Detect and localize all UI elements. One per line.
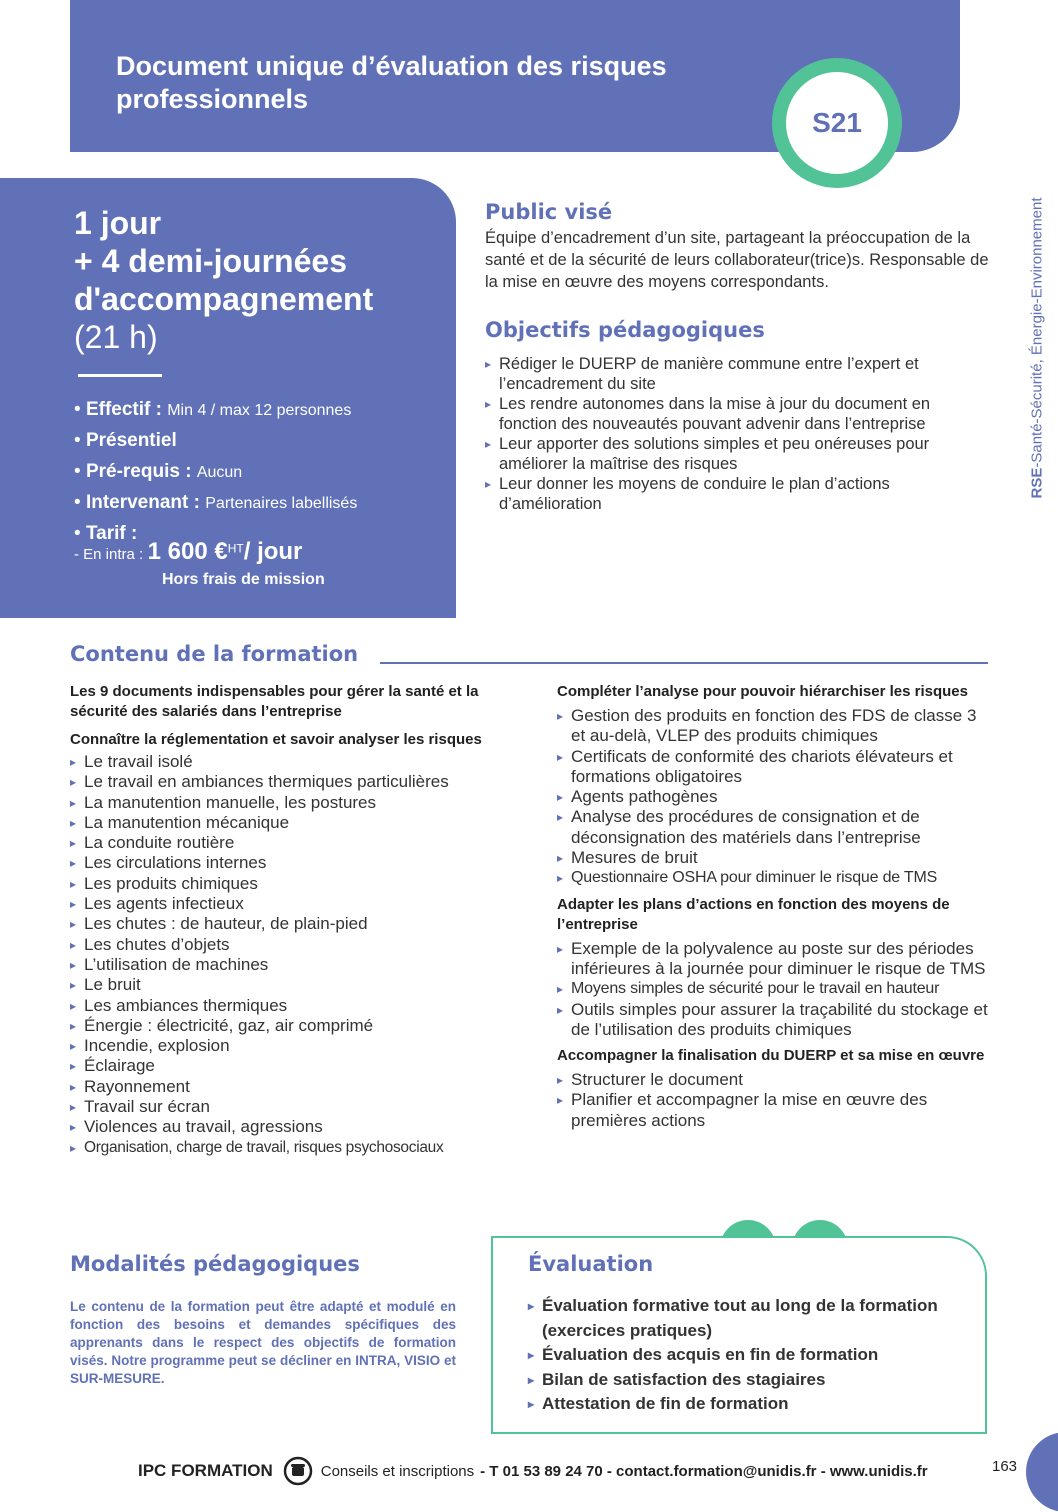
list-item: ▸ Outils simples pour assurer la traçabilité du stockage et de l’utilisation des produits chimiques: [557, 1000, 989, 1041]
public-text: Équipe d’encadrement d’un site, partageant la préoccupation de la santé et de la sécurité de leurs collaborateur(trice)s. Responsable de la mise en œuvre des moyens correspondants.: [485, 229, 989, 291]
list-item: ▸ Les produits chimiques: [70, 874, 500, 894]
course-code-badge: [772, 58, 902, 188]
phone-logo-icon: [283, 1456, 313, 1486]
fact-intervenant: • Intervenant : Partenaires labellisés: [74, 492, 358, 513]
list-item: ▸ Attestation de fin de formation: [528, 1392, 968, 1417]
evaluation-list: [528, 1294, 968, 1417]
price-note: Hors frais de mission: [162, 571, 325, 588]
footer-contact: - T 01 53 89 24 70 - contact.formation@unidis.fr - www.unidis.fr: [480, 1462, 928, 1480]
list-item: ▸ Bilan de satisfaction des stagiaires: [528, 1368, 968, 1393]
list-item: ▸ Organisation, charge de travail, risques psychosociaux: [70, 1138, 500, 1158]
list-item: ▸ Incendie, explosion: [70, 1036, 500, 1056]
list-item: ▸ Les agents infectieux: [70, 894, 500, 914]
facts-list: [74, 394, 357, 549]
contenu-left-heading-1: Les 9 documents indispensables pour gérer la santé et la sécurité des salariés dans l’entreprise: [70, 683, 479, 720]
contenu-right-list-1: [557, 706, 989, 889]
list-item: ▸ Certificats de conformité des chariots élévateurs et formations obligatoires: [557, 747, 989, 788]
list-item: ▸ Gestion des produits en fonction des FDS de classe 3 et au-delà, VLEP des produits chimiques: [557, 706, 989, 747]
footer-label: Conseils et inscriptions: [320, 1462, 475, 1480]
list-item: ▸ Mesures de bruit: [557, 848, 989, 868]
public-title: Public visé: [485, 200, 613, 224]
page-number: 163: [992, 1458, 1018, 1475]
footer-brand: IPC FORMATION: [138, 1461, 273, 1480]
modalites-text: Le contenu de la formation peut être adapté et modulé en fonction des besoins et demandes spécifiques des apprenants dans le respect des objectifs de formation visés. Notre programme peut se décliner en INTRA, VISIO et SUR-MESURE.: [70, 1299, 456, 1386]
list-item: ▸ L’utilisation de machines: [70, 955, 500, 975]
contenu-left-list: [70, 752, 500, 1158]
objectifs-list: [485, 354, 990, 514]
contenu-divider: [380, 662, 988, 664]
side-category-rest: -Santé-Sécurité, Énergie-Environnement: [1028, 197, 1046, 468]
list-item: ▸ Le travail isolé: [70, 752, 500, 772]
list-item: ▸ Rédiger le DUERP de manière commune entre l’expert et l’encadrement du site: [485, 354, 990, 394]
objectifs-section: [485, 318, 990, 514]
side-category: [1022, 150, 1052, 545]
list-item: ▸ Les rendre autonomes dans la mise à jour du document en fonction des nouveautés pouvant advenir dans l’entreprise: [485, 394, 990, 434]
price-amount: 1 600 €: [147, 538, 228, 565]
contenu-right-column: [557, 682, 989, 1131]
contenu-right-heading-3: Accompagner la finalisation du DUERP et sa mise en œuvre: [557, 1047, 985, 1065]
fact-presentiel: • Présentiel: [74, 430, 177, 451]
duration-line-3: d'accompagnement: [74, 281, 374, 317]
list-item: ▸ Leur donner les moyens de conduire le plan d’actions d’amélioration: [485, 474, 990, 514]
price-unit: / jour: [243, 538, 303, 565]
contenu-right-list-3: [557, 1070, 989, 1131]
list-item: ▸ Les chutes : de hauteur, de plain-pied: [70, 914, 500, 934]
list-item: ▸ Éclairage: [70, 1056, 500, 1076]
contenu-right-list-2: [557, 939, 989, 1040]
list-item: ▸ Évaluation des acquis en fin de formation: [528, 1343, 968, 1368]
list-item: ▸ Rayonnement: [70, 1077, 500, 1097]
list-item: ▸ La conduite routière: [70, 833, 500, 853]
price-prefix: - En intra :: [74, 546, 144, 563]
list-item: ▸ Leur apporter des solutions simples et peu onéreuses pour améliorer la maîtrise des risques: [485, 434, 990, 474]
list-item: ▸ Les ambiances thermiques: [70, 996, 500, 1016]
price: [74, 538, 302, 566]
list-item: ▸ Travail sur écran: [70, 1097, 500, 1117]
list-item: ▸ La manutention mécanique: [70, 813, 500, 833]
list-item: ▸ Énergie : électricité, gaz, air comprimé: [70, 1016, 500, 1036]
fact-prerequis: • Pré-requis : Aucun: [74, 461, 243, 482]
footer: [138, 1456, 928, 1486]
duration-hours: (21 h): [74, 319, 158, 355]
list-item: ▸ Analyse des procédures de consignation et de déconsignation des matériels dans l’entreprise: [557, 807, 989, 848]
side-category-bold: RSE: [1028, 467, 1046, 498]
corner-decor: [1026, 1432, 1058, 1512]
list-item: ▸ Les circulations internes: [70, 853, 500, 873]
list-item: ▸ Exemple de la polyvalence au poste sur des périodes inférieures à la journée pour diminuer le risque de TMS: [557, 939, 989, 980]
price-sup: HT: [227, 541, 244, 556]
list-item: ▸ Les chutes d’objets: [70, 935, 500, 955]
list-item: ▸ Violences au travail, agressions: [70, 1117, 500, 1137]
fact-effectif: • Effectif : Min 4 / max 12 personnes: [74, 399, 352, 420]
card-divider: [78, 374, 162, 377]
list-item: ▸ Planifier et accompagner la mise en œuvre des premières actions: [557, 1090, 989, 1131]
contenu-left-heading-2: Connaître la réglementation et savoir analyser les risques: [70, 731, 482, 748]
contenu-title: Contenu de la formation: [70, 642, 359, 666]
list-item: ▸ Évaluation formative tout au long de la formation (exercices pratiques): [528, 1294, 968, 1343]
contenu-right-heading-1: Compléter l’analyse pour pouvoir hiérarchiser les risques: [557, 683, 968, 700]
page-title: Document unique d’évaluation des risques professionnels: [116, 51, 667, 114]
fact-tarif: • Tarif :: [74, 523, 138, 544]
list-item: ▸ La manutention manuelle, les postures: [70, 793, 500, 813]
public-section: [485, 200, 995, 293]
list-item: ▸ Moyens simples de sécurité pour le travail en hauteur: [557, 979, 989, 999]
course-code: S21: [812, 107, 862, 138]
list-item: ▸ Agents pathogènes: [557, 787, 989, 807]
duration-line-2: + 4 demi-journées: [74, 243, 347, 279]
list-item: ▸ Le travail en ambiances thermiques particulières: [70, 772, 500, 792]
duration: [74, 204, 454, 356]
evaluation-title: Évaluation: [528, 1252, 654, 1276]
contenu-left-column: [70, 682, 500, 1158]
list-item: ▸ Le bruit: [70, 975, 500, 995]
list-item: ▸ Structurer le document: [557, 1070, 989, 1090]
objectifs-title: Objectifs pédagogiques: [485, 318, 765, 342]
duration-line-1: 1 jour: [74, 205, 162, 241]
list-item: ▸ Questionnaire OSHA pour diminuer le risque de TMS: [557, 868, 989, 888]
info-card: [0, 178, 456, 618]
contenu-right-heading-2: Adapter les plans d’actions en fonction des moyens de l’entreprise: [557, 895, 950, 933]
modalites-title: Modalités pédagogiques: [70, 1252, 360, 1276]
